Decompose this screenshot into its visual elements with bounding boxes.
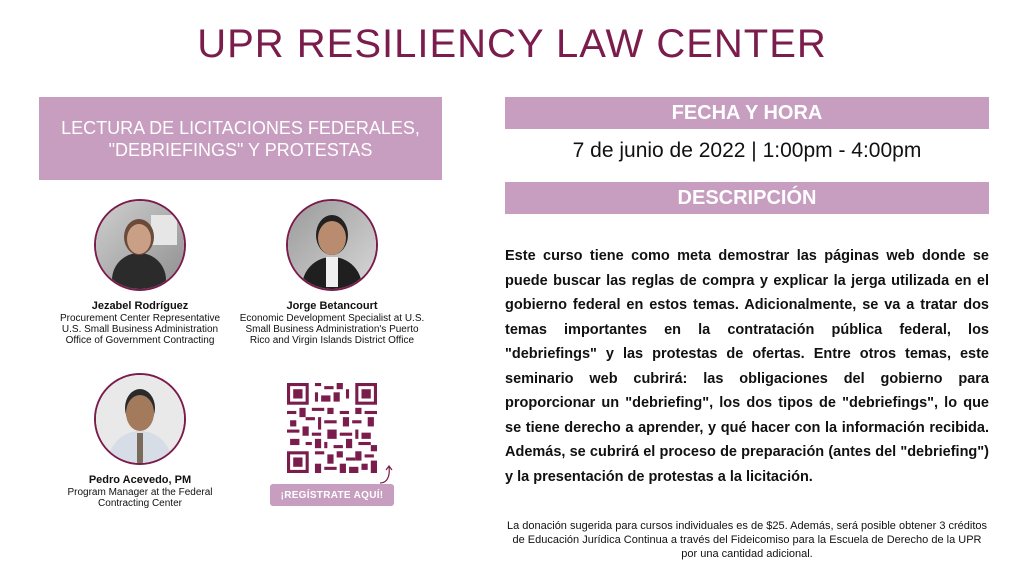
speaker-role-line: Contracting Center (98, 498, 182, 509)
speaker-role-line: U.S. Small Business Administration (61, 324, 219, 335)
course-title-line-2: "DEBRIEFINGS" Y PROTESTAS (108, 139, 373, 160)
speaker-role-line: Office of Government Contracting (65, 335, 215, 346)
qr-code-icon[interactable] (287, 383, 377, 473)
description-heading: DESCRIPCIÓN (505, 182, 989, 214)
speaker-role-line: Program Manager at the Federal (67, 487, 213, 498)
avatar (94, 373, 186, 465)
speaker-role-line: Small Business Administration's Puerto (245, 324, 419, 335)
avatar (94, 199, 186, 291)
speaker-card (232, 199, 432, 346)
avatar (286, 199, 378, 291)
speaker-role-line: Procurement Center Representative (59, 313, 221, 324)
event-date-time: 7 de junio de 2022 | 1:00pm - 4:00pm (572, 139, 922, 162)
course-title-line-1: LECTURA DE LICITACIONES FEDERALES, (61, 117, 420, 138)
speaker-name: Jezabel Rodríguez (91, 300, 189, 312)
speaker-name: Jorge Betancourt (286, 300, 378, 312)
speaker-card (40, 199, 240, 346)
speaker-role-line: Economic Development Specialist at U.S. (239, 313, 425, 324)
speaker-role-line: Rico and Virgin Islands District Office (249, 335, 415, 346)
arrow-up-icon (378, 463, 394, 485)
page-title: UPR RESILIENCY LAW CENTER (197, 22, 827, 66)
schedule-heading: FECHA Y HORA (505, 97, 989, 129)
register-button[interactable]: ¡REGÍSTRATE AQUÍ! (270, 484, 394, 506)
course-title-box (39, 97, 442, 180)
speaker-card (40, 373, 240, 509)
speaker-name: Pedro Acevedo, PM (88, 474, 192, 486)
donation-note: La donación sugerida para cursos individuales es de $25. Además, será posible obtener 3 créditos de Educación Jurídica Continua a través del Fideicomiso para la Escuela de Derecho de la UPR por una cantidad adicional. (506, 520, 988, 560)
description-body: Este curso tiene como meta demostrar las páginas web donde se puede buscar las reglas de compra y explicar la jerga utilizada en el gobierno federal en estos temas. Adicionalmente, se va a tratar dos temas importantes en la contratación pública federal, los "debriefings" y las protestas de ofertas. Entre otros temas, este seminario web cubrirá: las obligaciones del gobierno para proporcionar un "debriefing", los dos tipos de "debriefings", lo que se tiene derecho a aprender, y qué hacer con la información recibida. Además, se cubrirá el proceso de preparación (antes del "debriefing") y la presentación de protestas a la licitación. (505, 248, 989, 485)
